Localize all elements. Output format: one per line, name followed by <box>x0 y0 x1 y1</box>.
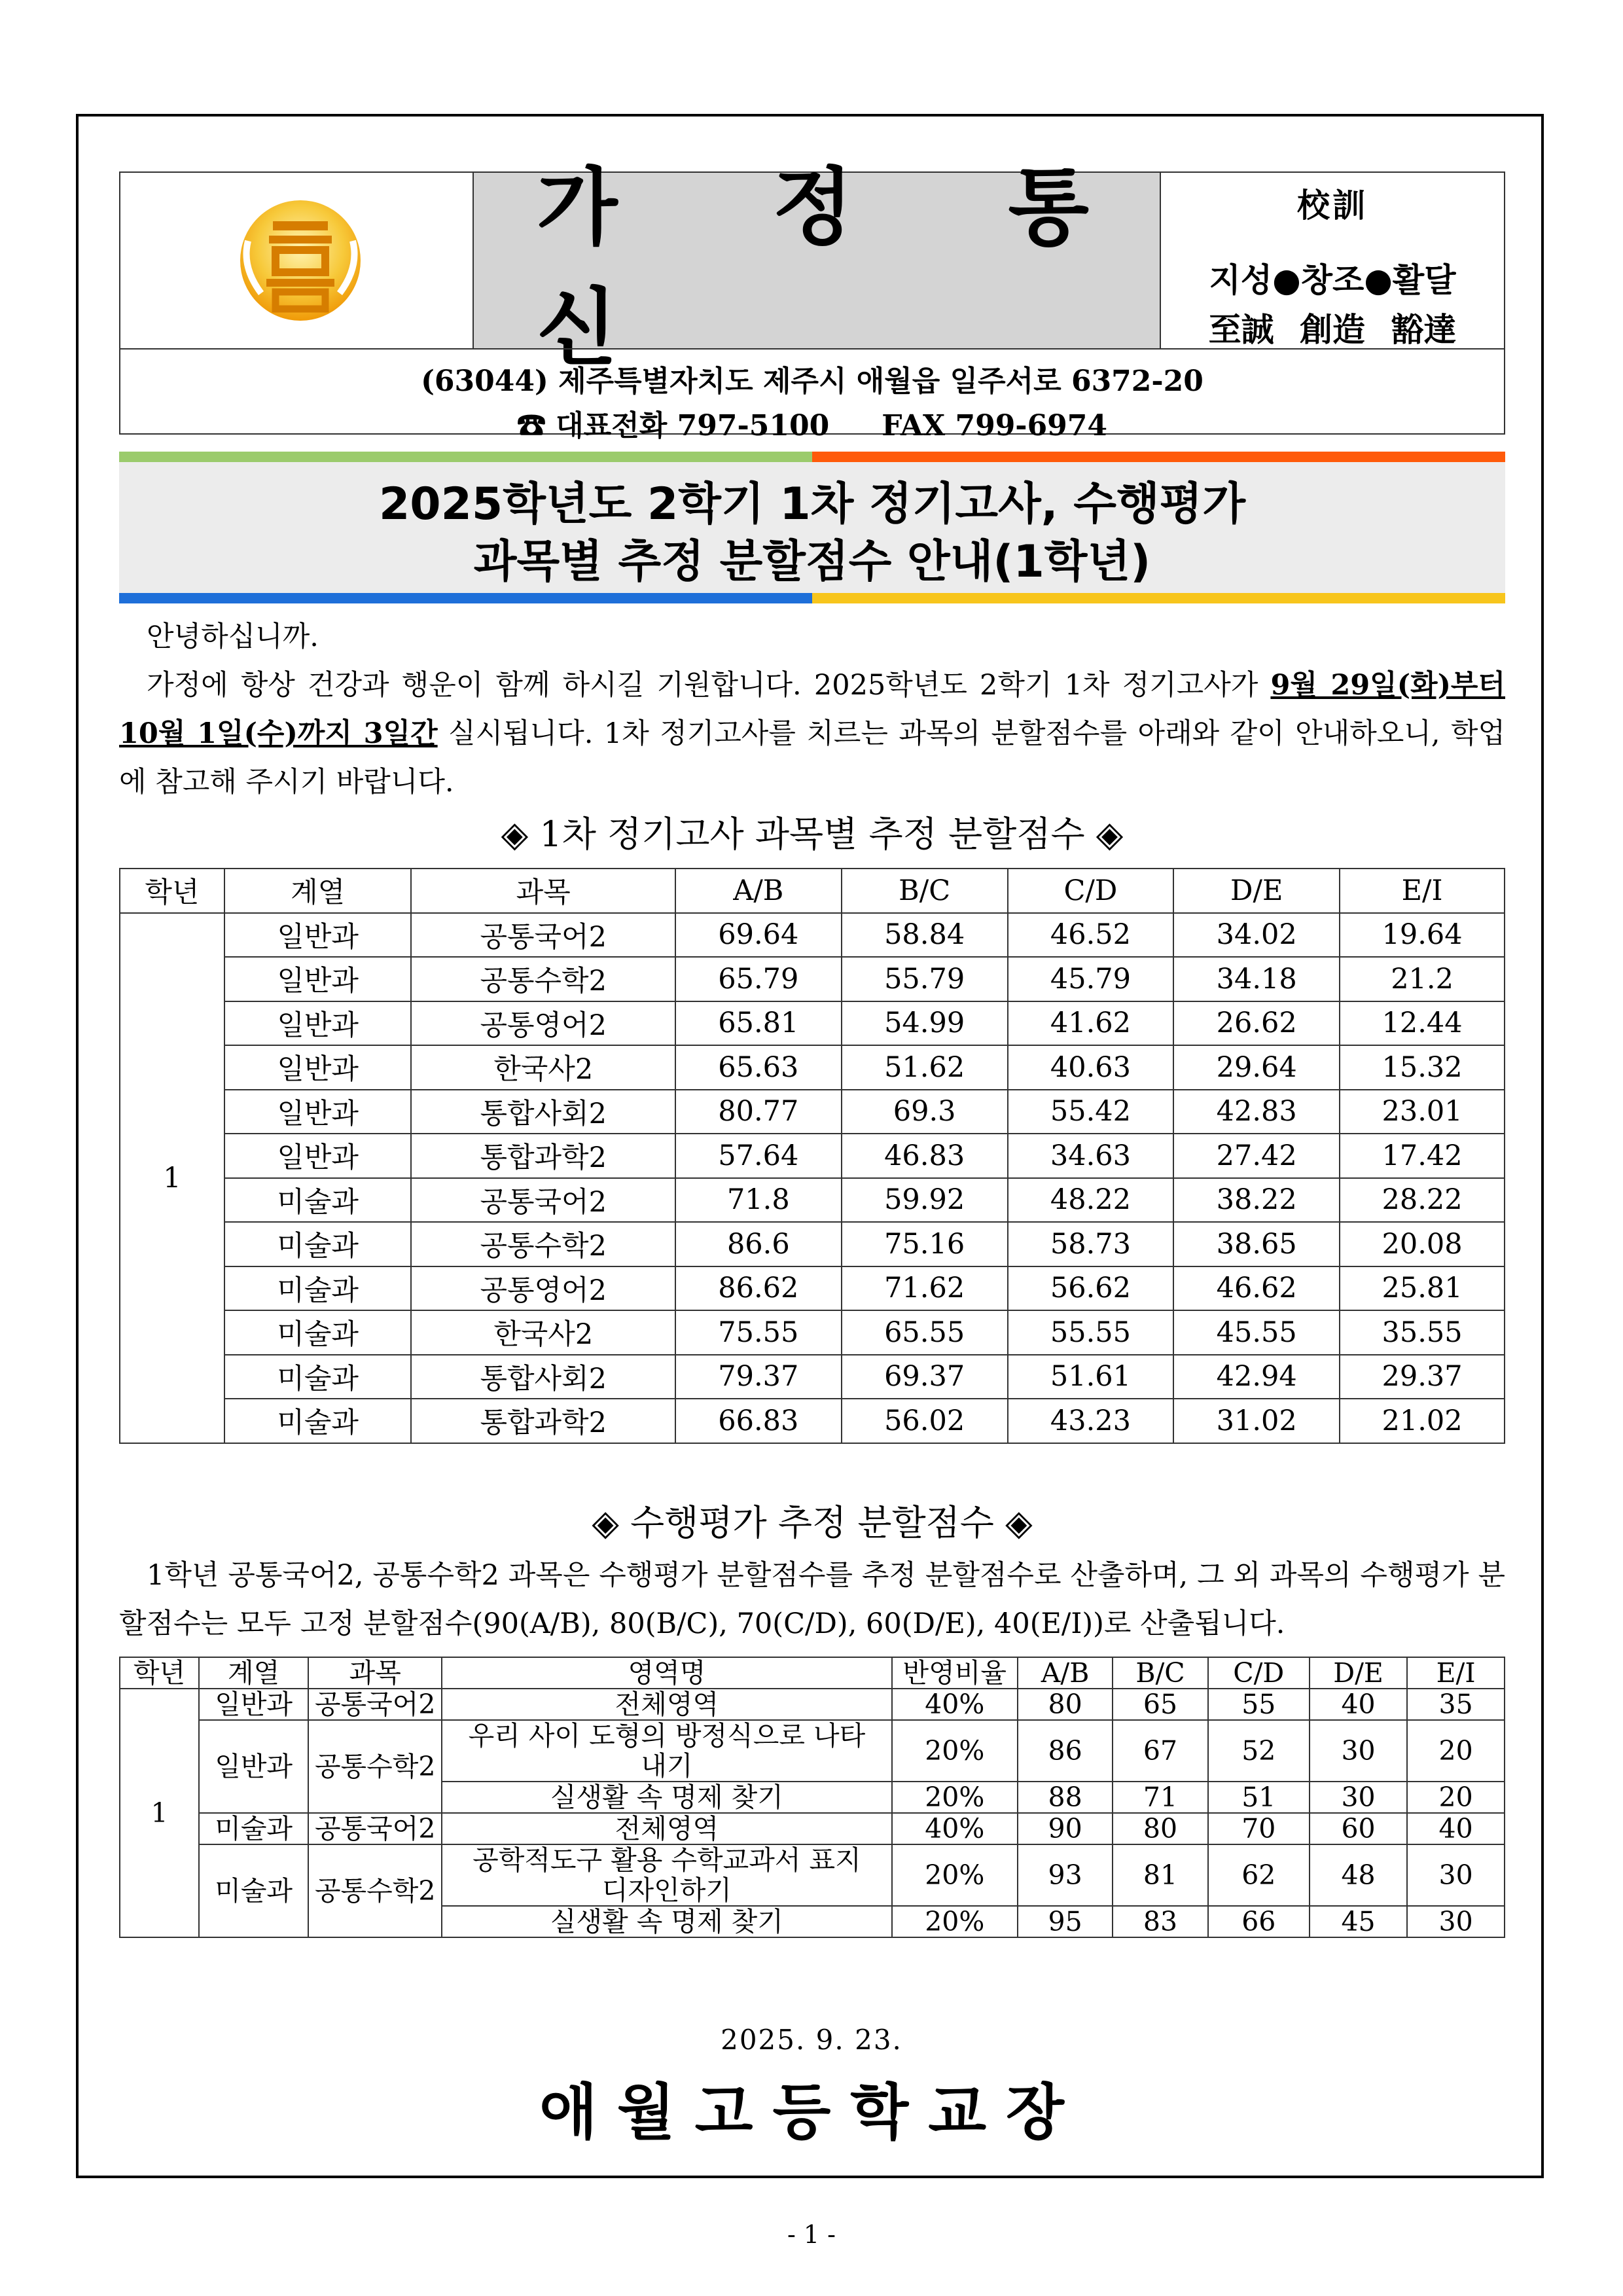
score-cell-de: 46.62 <box>1173 1266 1340 1311</box>
score-cell-cd: 70 <box>1208 1813 1310 1844</box>
col-header: 학년 <box>120 869 224 913</box>
score-cell-bc: 65.55 <box>842 1310 1008 1355</box>
score-cell-ab: 95 <box>1018 1906 1113 1937</box>
area-name-cell: 전체영역 <box>442 1689 891 1720</box>
exam-section-heading: ◈ 1차 정기고사 과목별 추정 분할점수 ◈ <box>501 814 1124 855</box>
col-header: 반영비율 <box>892 1657 1018 1689</box>
table-row <box>120 1844 1505 1906</box>
score-cell-ab: 93 <box>1018 1844 1113 1906</box>
score-cell-bc: 67 <box>1113 1720 1207 1782</box>
table-row <box>120 1045 1505 1090</box>
banner-bar-yellow <box>812 593 1505 603</box>
exam-period: 9월 29일(화)부터 10월 1일(수)까지 3일간 <box>119 669 1506 750</box>
col-header: 계열 <box>199 1657 308 1689</box>
col-header: 과목 <box>308 1657 442 1689</box>
table-header-row <box>120 869 1505 913</box>
score-cell-bc: 69.3 <box>842 1090 1008 1134</box>
score-cell-bc: 75.16 <box>842 1222 1008 1266</box>
score-cell-cd: 51.61 <box>1008 1355 1174 1399</box>
subject-cell: 통합과학2 <box>411 1399 675 1443</box>
newsletter-title: 가 정 통 신 <box>537 158 1152 377</box>
score-cell-cd: 52 <box>1208 1720 1310 1782</box>
subject-cell: 공통국어2 <box>411 913 675 958</box>
track-cell: 일반과 <box>199 1720 308 1813</box>
score-cell-bc: 81 <box>1113 1844 1207 1906</box>
score-cell-ei: 12.44 <box>1340 1001 1505 1046</box>
score-cell-de: 29.64 <box>1173 1045 1340 1090</box>
col-header: E/I <box>1407 1657 1505 1689</box>
score-cell-ei: 23.01 <box>1340 1090 1505 1134</box>
score-cell-ab: 66.83 <box>675 1399 842 1443</box>
subject-cell: 공통영어2 <box>411 1266 675 1311</box>
performance-cut-score-table <box>119 1657 1505 1938</box>
contact-row <box>120 348 1504 442</box>
score-cell-bc: 83 <box>1113 1906 1207 1937</box>
banner-bar-blue <box>119 593 812 603</box>
score-cell-ei: 20.08 <box>1340 1222 1505 1266</box>
motto-heading: 校訓 <box>1297 186 1368 224</box>
score-cell-bc: 71.62 <box>842 1266 1008 1311</box>
subject-cell: 한국사2 <box>411 1045 675 1090</box>
table-row <box>120 1090 1505 1134</box>
phone-number: ☎ 대표전화 797-5100 <box>516 409 830 442</box>
score-cell-ei: 21.02 <box>1340 1399 1505 1443</box>
subject-cell: 공통수학2 <box>308 1720 442 1813</box>
col-header: B/C <box>842 869 1008 913</box>
subject-cell: 통합사회2 <box>411 1090 675 1134</box>
score-cell-de: 26.62 <box>1173 1001 1340 1046</box>
score-cell-ei: 29.37 <box>1340 1355 1505 1399</box>
school-address: (63044) 제주특별자치도 제주시 애월읍 일주서로 6372-20 <box>421 365 1204 398</box>
area-name-cell: 실생활 속 명제 찾기 <box>442 1782 891 1813</box>
score-cell-ab: 86.6 <box>675 1222 842 1266</box>
newsletter-title-cell <box>474 158 1161 377</box>
subject-cell: 공통국어2 <box>308 1689 442 1720</box>
track-cell: 일반과 <box>224 1134 412 1178</box>
track-cell: 미술과 <box>224 1310 412 1355</box>
score-cell-bc: 71 <box>1113 1782 1207 1813</box>
score-cell-ab: 75.55 <box>675 1310 842 1355</box>
score-cell-de: 30 <box>1310 1720 1407 1782</box>
track-cell: 일반과 <box>224 957 412 1001</box>
banner-title-line2: 과목별 추정 분할점수 안내(1학년) <box>473 536 1151 588</box>
track-cell: 미술과 <box>224 1222 412 1266</box>
col-header: 과목 <box>411 869 675 913</box>
track-cell: 일반과 <box>224 1001 412 1046</box>
table-row <box>120 1134 1505 1178</box>
exam-table-body <box>120 913 1505 1443</box>
subject-cell: 공통국어2 <box>308 1813 442 1844</box>
score-cell-cd: 66 <box>1208 1906 1310 1937</box>
contact-line <box>120 402 1504 444</box>
score-cell-ei: 17.42 <box>1340 1134 1505 1178</box>
score-cell-ab: 65.81 <box>675 1001 842 1046</box>
grade-cell: 1 <box>120 913 224 1443</box>
perf-table-body <box>120 1689 1505 1937</box>
school-logo <box>235 195 366 326</box>
table-row <box>120 1689 1505 1720</box>
score-cell-cd: 62 <box>1208 1844 1310 1906</box>
col-header: C/D <box>1008 869 1174 913</box>
track-cell: 미술과 <box>224 1355 412 1399</box>
score-cell-ei: 20 <box>1407 1782 1505 1813</box>
subject-cell: 공통국어2 <box>411 1178 675 1223</box>
table-row <box>120 1222 1505 1266</box>
intro-text-cont: 실시됩니다. 1차 정기고사를 치르는 과목의 분할점수를 아래와 같이 안내하오니, 학업에 참고해 주시기 바랍니다. <box>119 717 1506 798</box>
subject-cell: 한국사2 <box>411 1310 675 1355</box>
score-cell-ab: 86 <box>1018 1720 1113 1782</box>
col-header: 영역명 <box>442 1657 891 1689</box>
score-cell-ab: 80.77 <box>675 1090 842 1134</box>
subject-cell: 통합사회2 <box>411 1355 675 1399</box>
score-cell-de: 60 <box>1310 1813 1407 1844</box>
col-header: A/B <box>1018 1657 1113 1689</box>
track-cell: 미술과 <box>224 1178 412 1223</box>
table-header-row <box>120 1657 1505 1689</box>
table-row <box>120 1178 1505 1223</box>
track-cell: 일반과 <box>224 1045 412 1090</box>
track-cell: 일반과 <box>199 1689 308 1720</box>
track-cell: 미술과 <box>224 1266 412 1311</box>
ratio-cell: 40% <box>892 1813 1018 1844</box>
score-cell-ei: 30 <box>1407 1906 1505 1937</box>
score-cell-ab: 57.64 <box>675 1134 842 1178</box>
subject-cell: 통합과학2 <box>411 1134 675 1178</box>
score-cell-bc: 59.92 <box>842 1178 1008 1223</box>
school-motto <box>1161 173 1504 348</box>
score-cell-ei: 30 <box>1407 1844 1505 1906</box>
greeting: 안녕하십니까. <box>147 620 319 653</box>
score-cell-de: 45 <box>1310 1906 1407 1937</box>
score-cell-cd: 48.22 <box>1008 1178 1174 1223</box>
grade-cell: 1 <box>120 1689 199 1937</box>
track-cell: 일반과 <box>224 1090 412 1134</box>
score-cell-de: 31.02 <box>1173 1399 1340 1443</box>
ratio-cell: 40% <box>892 1689 1018 1720</box>
score-cell-bc: 46.83 <box>842 1134 1008 1178</box>
ratio-cell: 20% <box>892 1906 1018 1937</box>
score-cell-ei: 21.2 <box>1340 957 1505 1001</box>
subject-cell: 공통수학2 <box>411 957 675 1001</box>
table-row <box>120 913 1505 958</box>
subject-cell: 공통수학2 <box>308 1844 442 1937</box>
score-cell-de: 30 <box>1310 1782 1407 1813</box>
col-header: C/D <box>1208 1657 1310 1689</box>
subject-cell: 공통영어2 <box>411 1001 675 1046</box>
area-name-cell: 실생활 속 명제 찾기 <box>442 1906 891 1937</box>
score-cell-bc: 69.37 <box>842 1355 1008 1399</box>
score-cell-ei: 28.22 <box>1340 1178 1505 1223</box>
score-cell-ab: 80 <box>1018 1689 1113 1720</box>
score-cell-bc: 51.62 <box>842 1045 1008 1090</box>
score-cell-ei: 40 <box>1407 1813 1505 1844</box>
table-row <box>120 1813 1505 1844</box>
score-cell-cd: 55.55 <box>1008 1310 1174 1355</box>
track-cell: 일반과 <box>224 913 412 958</box>
score-cell-cd: 45.79 <box>1008 957 1174 1001</box>
ratio-cell: 20% <box>892 1720 1018 1782</box>
score-cell-cd: 40.63 <box>1008 1045 1174 1090</box>
newsletter-header <box>119 158 1505 442</box>
score-cell-ab: 69.64 <box>675 913 842 958</box>
track-cell: 미술과 <box>199 1844 308 1937</box>
score-cell-ei: 35.55 <box>1340 1310 1505 1355</box>
col-header: 학년 <box>120 1657 199 1689</box>
logo-cell <box>120 173 474 348</box>
score-cell-ei: 19.64 <box>1340 913 1505 958</box>
track-cell: 미술과 <box>199 1813 308 1844</box>
table-row <box>120 957 1505 1001</box>
page-number: - 1 - <box>787 2220 836 2249</box>
fax-number: FAX 799-6974 <box>882 409 1108 442</box>
banner-bar-orange <box>812 452 1505 462</box>
score-cell-bc: 65 <box>1113 1689 1207 1720</box>
score-cell-bc: 56.02 <box>842 1399 1008 1443</box>
col-header: B/C <box>1113 1657 1207 1689</box>
score-cell-bc: 80 <box>1113 1813 1207 1844</box>
table-row <box>120 1310 1505 1355</box>
score-cell-cd: 58.73 <box>1008 1222 1174 1266</box>
intro-paragraph <box>119 661 1505 806</box>
score-cell-de: 38.65 <box>1173 1222 1340 1266</box>
score-cell-de: 34.18 <box>1173 957 1340 1001</box>
score-cell-de: 48 <box>1310 1844 1407 1906</box>
table-row <box>120 1001 1505 1046</box>
table-row <box>120 1399 1505 1443</box>
score-cell-ab: 90 <box>1018 1813 1113 1844</box>
perf-section-heading: ◈ 수행평가 추정 분할점수 ◈ <box>592 1502 1033 1543</box>
ratio-cell: 20% <box>892 1844 1018 1906</box>
perf-note: 1학년 공통국어2, 공통수학2 과목은 수행평가 분할점수를 추정 분할점수로 산출하며, 그 외 과목의 수행평가 분할점수는 모두 고정 분할점수(90(A/B), 80(B/C), 70(C/D), 60(D/E), 40(E/I))로 산출됩니다. <box>119 1559 1505 1640</box>
score-cell-de: 42.83 <box>1173 1090 1340 1134</box>
score-cell-bc: 58.84 <box>842 913 1008 958</box>
banner-bar-green <box>119 452 812 462</box>
score-cell-cd: 55.42 <box>1008 1090 1174 1134</box>
col-header: A/B <box>675 869 842 913</box>
principal-signature: 애월고등학교장 <box>539 2077 1084 2147</box>
score-cell-de: 27.42 <box>1173 1134 1340 1178</box>
track-cell: 미술과 <box>224 1399 412 1443</box>
score-cell-cd: 34.63 <box>1008 1134 1174 1178</box>
area-name-cell: 공학적도구 활용 수학교과서 표지 디자인하기 <box>442 1844 891 1906</box>
score-cell-cd: 51 <box>1208 1782 1310 1813</box>
score-cell-bc: 54.99 <box>842 1001 1008 1046</box>
issue-date: 2025. 9. 23. <box>721 2024 902 2056</box>
table-row <box>120 1266 1505 1311</box>
ratio-cell: 20% <box>892 1782 1018 1813</box>
score-cell-ab: 79.37 <box>675 1355 842 1399</box>
score-cell-de: 34.02 <box>1173 913 1340 958</box>
score-cell-ab: 88 <box>1018 1782 1113 1813</box>
score-cell-ab: 86.62 <box>675 1266 842 1311</box>
col-header: D/E <box>1310 1657 1407 1689</box>
title-banner <box>119 452 1505 603</box>
score-cell-ab: 65.79 <box>675 957 842 1001</box>
score-cell-ei: 20 <box>1407 1720 1505 1782</box>
score-cell-ab: 65.63 <box>675 1045 842 1090</box>
score-cell-ei: 25.81 <box>1340 1266 1505 1311</box>
score-cell-cd: 43.23 <box>1008 1399 1174 1443</box>
area-name-cell: 전체영역 <box>442 1813 891 1844</box>
area-name-cell: 우리 사이 도형의 방정식으로 나타내기 <box>442 1720 891 1782</box>
subject-cell: 공통수학2 <box>411 1222 675 1266</box>
score-cell-de: 45.55 <box>1173 1310 1340 1355</box>
score-cell-de: 42.94 <box>1173 1355 1340 1399</box>
banner-title-line1: 2025학년도 2학기 1차 정기고사, 수행평가 <box>378 478 1246 530</box>
score-cell-cd: 41.62 <box>1008 1001 1174 1046</box>
table-row <box>120 1720 1505 1782</box>
score-cell-ei: 35 <box>1407 1689 1505 1720</box>
intro-text: 가정에 항상 건강과 행운이 함께 하시길 기원합니다. 2025학년도 2학기 1차 정기고사가 <box>147 669 1271 702</box>
motto-hanja: 至誠 創造 豁達 <box>1208 310 1457 349</box>
table-row <box>120 1355 1505 1399</box>
score-cell-ab: 71.8 <box>675 1178 842 1223</box>
score-cell-de: 40 <box>1310 1689 1407 1720</box>
motto-korean: 지성●창조●활달 <box>1209 260 1456 299</box>
score-cell-bc: 55.79 <box>842 957 1008 1001</box>
score-cell-de: 38.22 <box>1173 1178 1340 1223</box>
exam-cut-score-table <box>119 868 1505 1444</box>
col-header: D/E <box>1173 869 1340 913</box>
score-cell-cd: 46.52 <box>1008 913 1174 958</box>
score-cell-cd: 55 <box>1208 1689 1310 1720</box>
col-header: E/I <box>1340 869 1505 913</box>
score-cell-cd: 56.62 <box>1008 1266 1174 1311</box>
score-cell-ei: 15.32 <box>1340 1045 1505 1090</box>
col-header: 계열 <box>224 869 412 913</box>
